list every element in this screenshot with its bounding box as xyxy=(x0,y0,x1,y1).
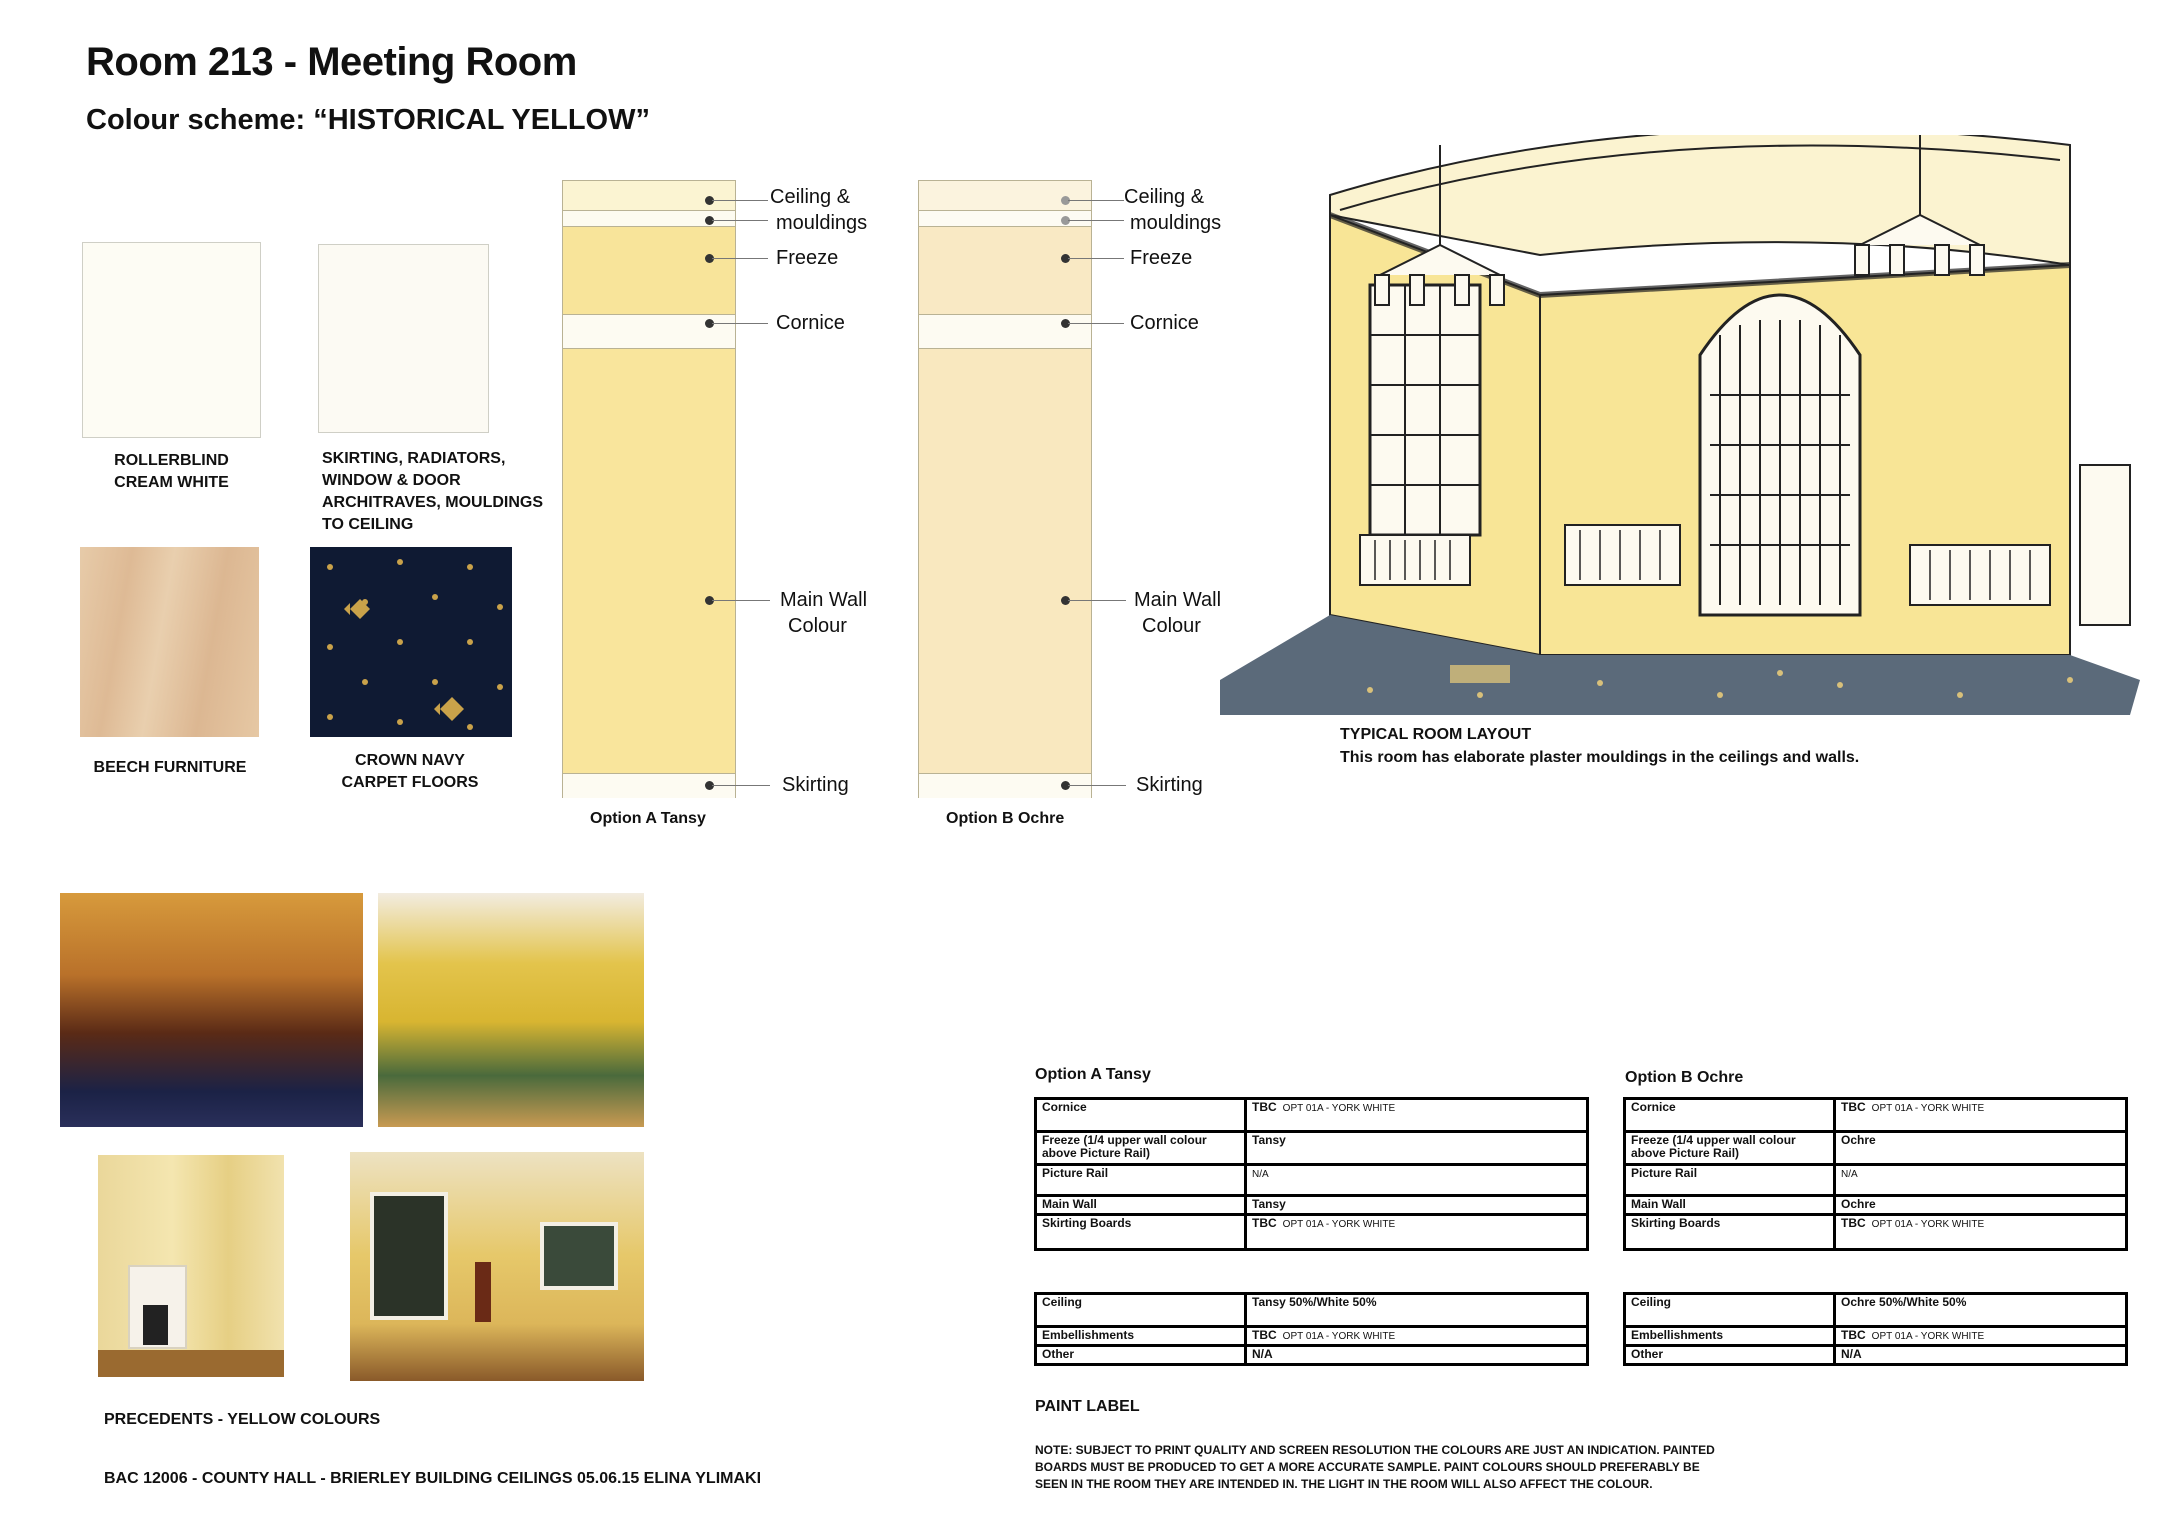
table-row xyxy=(1036,1294,1588,1327)
option-b-spec-table xyxy=(1623,1097,2128,1251)
spec-key: Skirting Boards xyxy=(1625,1215,1835,1250)
table-row xyxy=(1036,1099,1588,1132)
paint-label-title: PAINT LABEL xyxy=(1035,1398,1140,1415)
precedent-photo-ballroom xyxy=(350,1152,644,1381)
option-b-mouldings-label: mouldings xyxy=(1130,212,1222,234)
carpet-caption: CROWN NAVY CARPET FLOORS xyxy=(341,752,479,791)
option-a-spec-table xyxy=(1034,1097,1589,1251)
spec-key: Ceiling xyxy=(1625,1294,1835,1327)
option-b-spec-table-2 xyxy=(1623,1292,2128,1366)
skirting-caption: SKIRTING, RADIATORS, WINDOW & DOOR ARCHITRAVES, MOULDINGS TO CEILING xyxy=(322,450,544,533)
page-title: Room 213 - Meeting Room xyxy=(86,40,577,84)
spec-key: Embellishments xyxy=(1625,1327,1835,1346)
table-a-heading: Option A Tansy xyxy=(1035,1066,1151,1083)
spec-sub: OPT 01A - YORK WHITE xyxy=(1871,1103,1985,1114)
spec-sub: OPT 01A - YORK WHITE xyxy=(1871,1219,1985,1230)
option-a-ceiling-label: Ceiling & xyxy=(770,186,851,208)
spec-key: Cornice xyxy=(1625,1099,1835,1132)
table-row xyxy=(1625,1165,2127,1196)
table-row xyxy=(1625,1196,2127,1215)
spec-key: Ceiling xyxy=(1036,1294,1246,1327)
spec-sub: OPT 01A - YORK WHITE xyxy=(1282,1219,1396,1230)
spec-value: TBC xyxy=(1841,1100,1866,1114)
precedents-caption: PRECEDENTS - YELLOW COLOURS xyxy=(104,1411,381,1428)
spec-key: Cornice xyxy=(1036,1099,1246,1132)
table-row xyxy=(1625,1215,2127,1250)
spec-key: Skirting Boards xyxy=(1036,1215,1246,1250)
room-sketch-drawing xyxy=(1220,135,2140,715)
option-b-colour-strip xyxy=(918,180,1092,798)
room-layout-caption-text: This room has elaborate plaster mouldings in the ceilings and walls. xyxy=(1340,749,1860,766)
table-b-heading: Option B Ochre xyxy=(1625,1069,1744,1086)
leader-line xyxy=(712,220,768,221)
skirting-swatch xyxy=(318,244,489,433)
paint-label-note: NOTE: SUBJECT TO PRINT QUALITY AND SCREEN RESOLUTION THE COLOURS ARE JUST AN INDICATION. PAINTED BOARDS MUST BE PRODUCED TO GET A MORE ACCURATE SAMPLE. PAINT COLOURS SHOULD PREFERABLY BE SEEN IN THE ROOM THEY ARE INTENDED IN. THE LIGHT IN THE ROOM WILL ALSO AFFECT THE COLOUR. xyxy=(1035,1443,1715,1491)
spec-value: Ochre xyxy=(1841,1133,1876,1147)
leader-line xyxy=(1068,323,1124,324)
precedent-photo-dining-room xyxy=(60,893,363,1127)
spec-key: Freeze (1/4 upper wall colour above Picture Rail) xyxy=(1036,1132,1246,1165)
spec-value: Tansy xyxy=(1252,1133,1286,1147)
leader-line xyxy=(1068,785,1126,786)
spec-key: Picture Rail xyxy=(1625,1165,1835,1196)
option-b-colour-label: Colour xyxy=(1142,615,1201,637)
spec-value: TBC xyxy=(1841,1328,1866,1342)
spec-value: N/A xyxy=(1252,1347,1273,1361)
leader-line xyxy=(1068,200,1124,201)
leader-line xyxy=(1068,258,1124,259)
table-row xyxy=(1625,1132,2127,1165)
rollerblind-caption: ROLLERBLIND CREAM WHITE xyxy=(114,452,229,491)
option-a-caption: Option A Tansy xyxy=(590,810,706,827)
spec-value: TBC xyxy=(1252,1328,1277,1342)
table-row xyxy=(1625,1346,2127,1365)
option-b-caption: Option B Ochre xyxy=(946,810,1065,827)
spec-key: Freeze (1/4 upper wall colour above Picture Rail) xyxy=(1625,1132,1835,1165)
table-row xyxy=(1036,1327,1588,1346)
beech-furniture-caption: BEECH FURNITURE xyxy=(93,759,247,776)
table-row xyxy=(1036,1215,1588,1250)
carpet-pattern xyxy=(310,547,512,737)
precedent-photo-drawing-room xyxy=(378,893,644,1127)
spec-key: Other xyxy=(1036,1346,1246,1365)
leader-line xyxy=(712,600,770,601)
option-a-freeze-label: Freeze xyxy=(776,247,839,269)
spec-value: N/A xyxy=(1841,1347,1862,1361)
spec-value: TBC xyxy=(1841,1216,1866,1230)
leader-line xyxy=(712,200,768,201)
spec-value: Ochre 50%/White 50% xyxy=(1841,1295,1967,1309)
option-b-freeze-label: Freeze xyxy=(1130,247,1193,269)
leader-line xyxy=(712,258,768,259)
table-row xyxy=(1625,1294,2127,1327)
table-row xyxy=(1036,1346,1588,1365)
spec-sub: N/A xyxy=(1252,1169,1269,1180)
option-b-main-wall-label: Main Wall xyxy=(1134,589,1222,611)
precedent-photo-fireplace-room xyxy=(98,1155,284,1377)
option-a-freeze-band xyxy=(563,227,735,315)
rollerblind-swatch xyxy=(82,242,261,438)
option-a-skirting-label: Skirting xyxy=(782,774,849,796)
spec-key: Main Wall xyxy=(1625,1196,1835,1215)
spec-sub: OPT 01A - YORK WHITE xyxy=(1871,1331,1985,1342)
spec-key: Embellishments xyxy=(1036,1327,1246,1346)
table-row xyxy=(1036,1196,1588,1215)
leader-line xyxy=(712,323,768,324)
spec-value: TBC xyxy=(1252,1216,1277,1230)
option-b-ceiling-label: Ceiling & xyxy=(1124,186,1205,208)
option-a-spec-table-2 xyxy=(1034,1292,1589,1366)
footer-project-reference: BAC 12006 - COUNTY HALL - BRIERLEY BUILDING CEILINGS 05.06.15 ELINA YLIMAKI xyxy=(104,1470,762,1487)
option-a-cornice-label: Cornice xyxy=(776,312,845,334)
spec-key: Picture Rail xyxy=(1036,1165,1246,1196)
option-b-main-wall-band xyxy=(919,349,1091,774)
spec-value: Ochre xyxy=(1841,1197,1876,1211)
spec-value: TBC xyxy=(1252,1100,1277,1114)
table-row xyxy=(1036,1165,1588,1196)
option-a-colour-label: Colour xyxy=(788,615,847,637)
leader-line xyxy=(1068,220,1124,221)
option-b-freeze-band xyxy=(919,227,1091,315)
spec-sub: OPT 01A - YORK WHITE xyxy=(1282,1103,1396,1114)
room-layout-caption-title: TYPICAL ROOM LAYOUT xyxy=(1340,726,1532,743)
table-row xyxy=(1036,1132,1588,1165)
colour-scheme-subtitle: Colour scheme: “HISTORICAL YELLOW” xyxy=(86,104,650,136)
option-a-mouldings-label: mouldings xyxy=(776,212,868,234)
spec-key: Main Wall xyxy=(1036,1196,1246,1215)
typical-room-sketch xyxy=(1220,135,2140,715)
option-a-main-wall-label: Main Wall xyxy=(780,589,868,611)
table-row xyxy=(1625,1327,2127,1346)
option-a-main-wall-band xyxy=(563,349,735,774)
option-a-colour-strip xyxy=(562,180,736,798)
spec-value: Tansy 50%/White 50% xyxy=(1252,1295,1377,1309)
leader-line xyxy=(1068,600,1126,601)
carpet-swatch xyxy=(310,547,512,737)
option-b-cornice-label: Cornice xyxy=(1130,312,1199,334)
leader-line xyxy=(712,785,770,786)
beech-furniture-swatch xyxy=(80,547,259,737)
option-b-skirting-label: Skirting xyxy=(1136,774,1203,796)
table-row xyxy=(1625,1099,2127,1132)
spec-key: Other xyxy=(1625,1346,1835,1365)
spec-value: Tansy xyxy=(1252,1197,1286,1211)
spec-sub: OPT 01A - YORK WHITE xyxy=(1282,1331,1396,1342)
spec-sub: N/A xyxy=(1841,1169,1858,1180)
